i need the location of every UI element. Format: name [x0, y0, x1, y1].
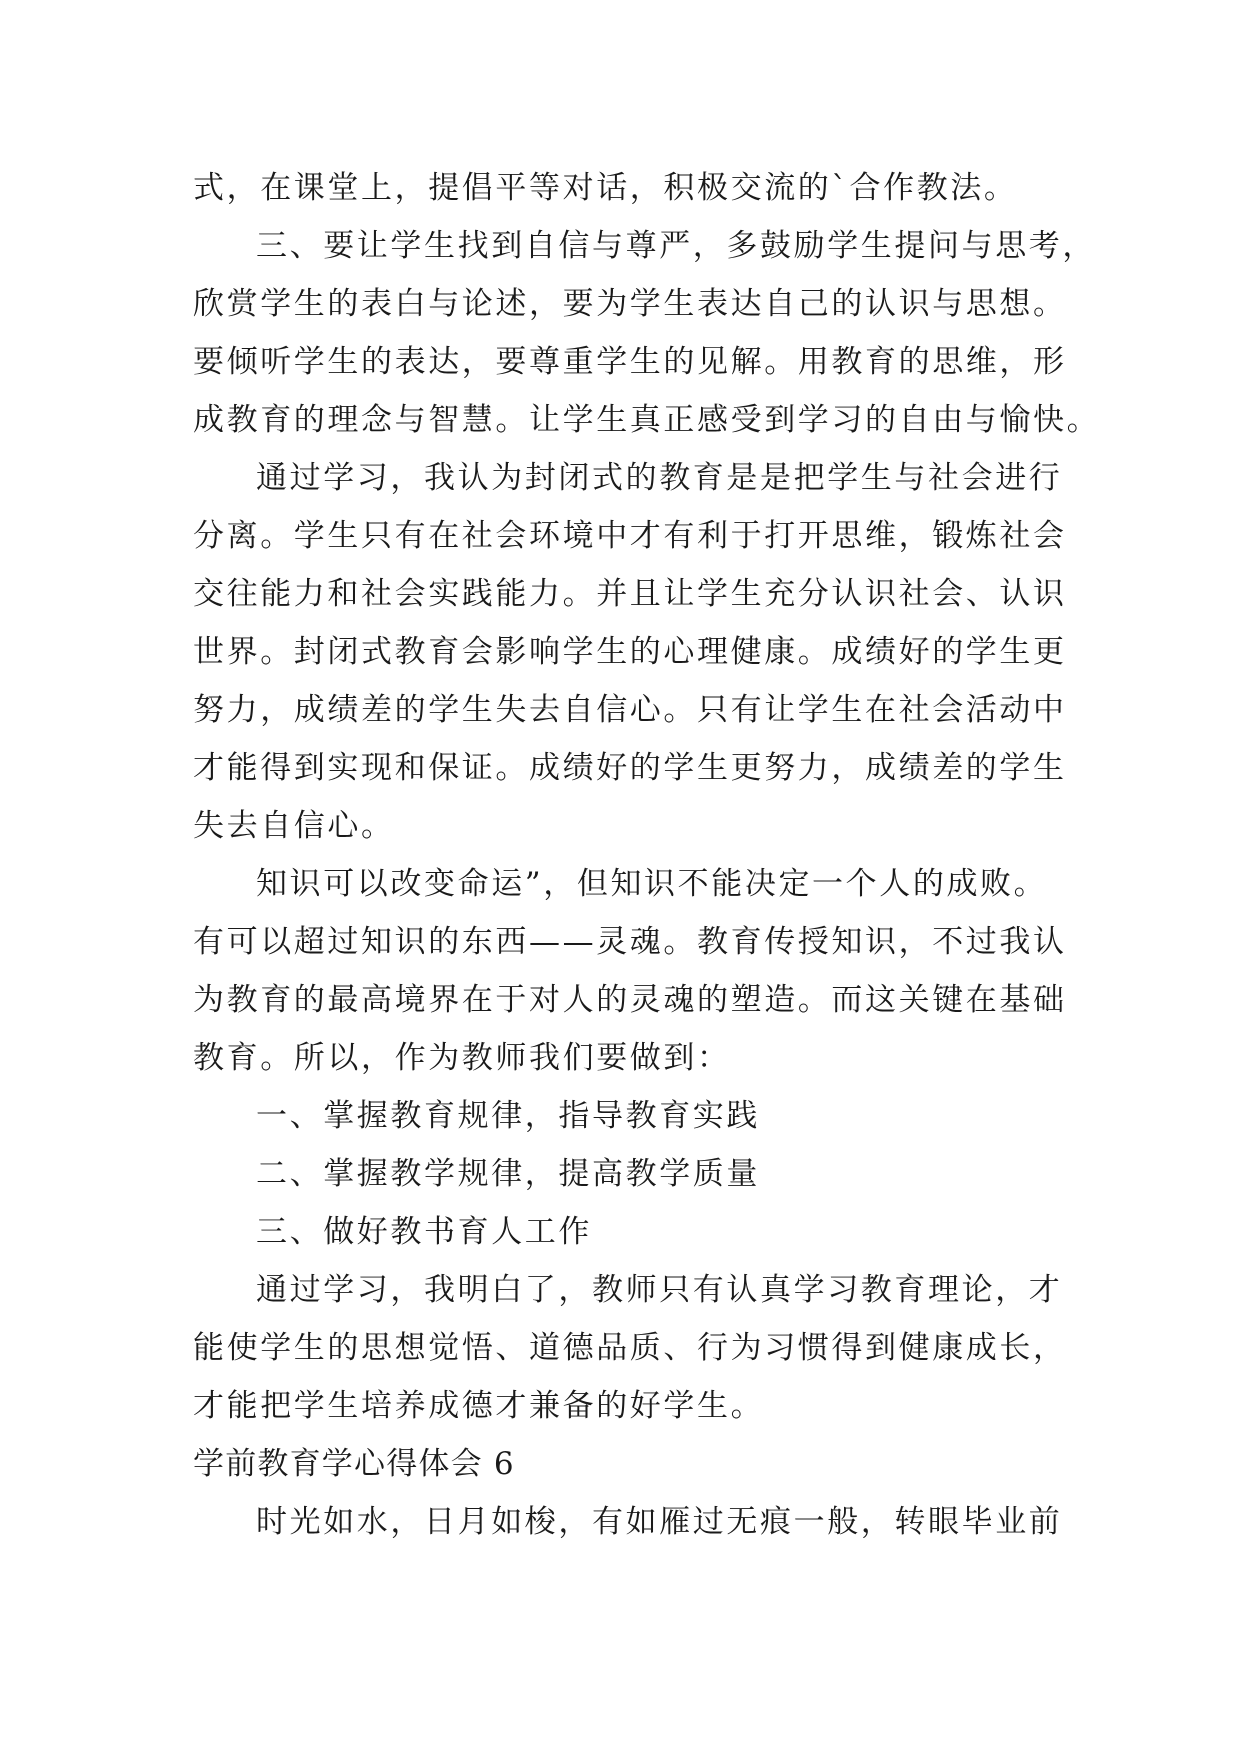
text-line: 失去自信心。	[193, 808, 395, 844]
paragraph-start-line: 通过学习，我认为封闭式的教育是是把学生与社会进行	[256, 460, 1063, 496]
list-item: 二、掌握教学规律，提高教学质量	[256, 1156, 760, 1192]
list-item: 一、掌握教育规律，指导教育实践	[256, 1098, 760, 1134]
paragraph-start-line: 时光如水，日月如梭，有如雁过无痕一般，转眼毕业前	[256, 1504, 1063, 1540]
text-line: 教育。所以，作为教师我们要做到：	[193, 1040, 731, 1076]
text-line: 为教育的最高境界在于对人的灵魂的塑造。而这关键在基础	[193, 982, 1067, 1018]
text-line: 要倾听学生的表达，要尊重学生的见解。用教育的思维，形	[193, 344, 1067, 380]
text-line: 努力，成绩差的学生失去自信心。只有让学生在社会活动中	[193, 692, 1067, 728]
text-line: 才能把学生培养成德才兼备的好学生。	[193, 1388, 765, 1424]
text-line: 世界。封闭式教育会影响学生的心理健康。成绩好的学生更	[193, 634, 1067, 670]
text-line: 式，在课堂上，提倡平等对话，积极交流的`合作教法。	[193, 170, 1018, 206]
text-line: 欣赏学生的表白与论述，要为学生表达自己的认识与思想。	[193, 286, 1067, 322]
paragraph-start-line: 通过学习，我明白了，教师只有认真学习教育理论，才	[256, 1272, 1063, 1308]
text-line: 才能得到实现和保证。成绩好的学生更努力，成绩差的学生	[193, 750, 1067, 786]
text-line: 能使学生的思想觉悟、道德品质、行为习惯得到健康成长，	[193, 1330, 1067, 1366]
text-line: 成教育的理念与智慧。让学生真正感受到学习的自由与愉快。	[193, 402, 1101, 438]
text-line: 有可以超过知识的东西——灵魂。教育传授知识，不过我认	[193, 924, 1067, 960]
paragraph-start-line: 三、要让学生找到自信与尊严，多鼓励学生提问与思考，	[256, 228, 1096, 264]
section-heading: 学前教育学心得体会 6	[193, 1446, 515, 1482]
paragraph-start-line: 知识可以改变命运”，但知识不能决定一个人的成败。	[256, 866, 1048, 902]
text-line: 分离。学生只有在社会环境中才有利于打开思维，锻炼社会	[193, 518, 1067, 554]
list-item: 三、做好教书育人工作	[256, 1214, 592, 1250]
text-line: 交往能力和社会实践能力。并且让学生充分认识社会、认识	[193, 576, 1067, 612]
